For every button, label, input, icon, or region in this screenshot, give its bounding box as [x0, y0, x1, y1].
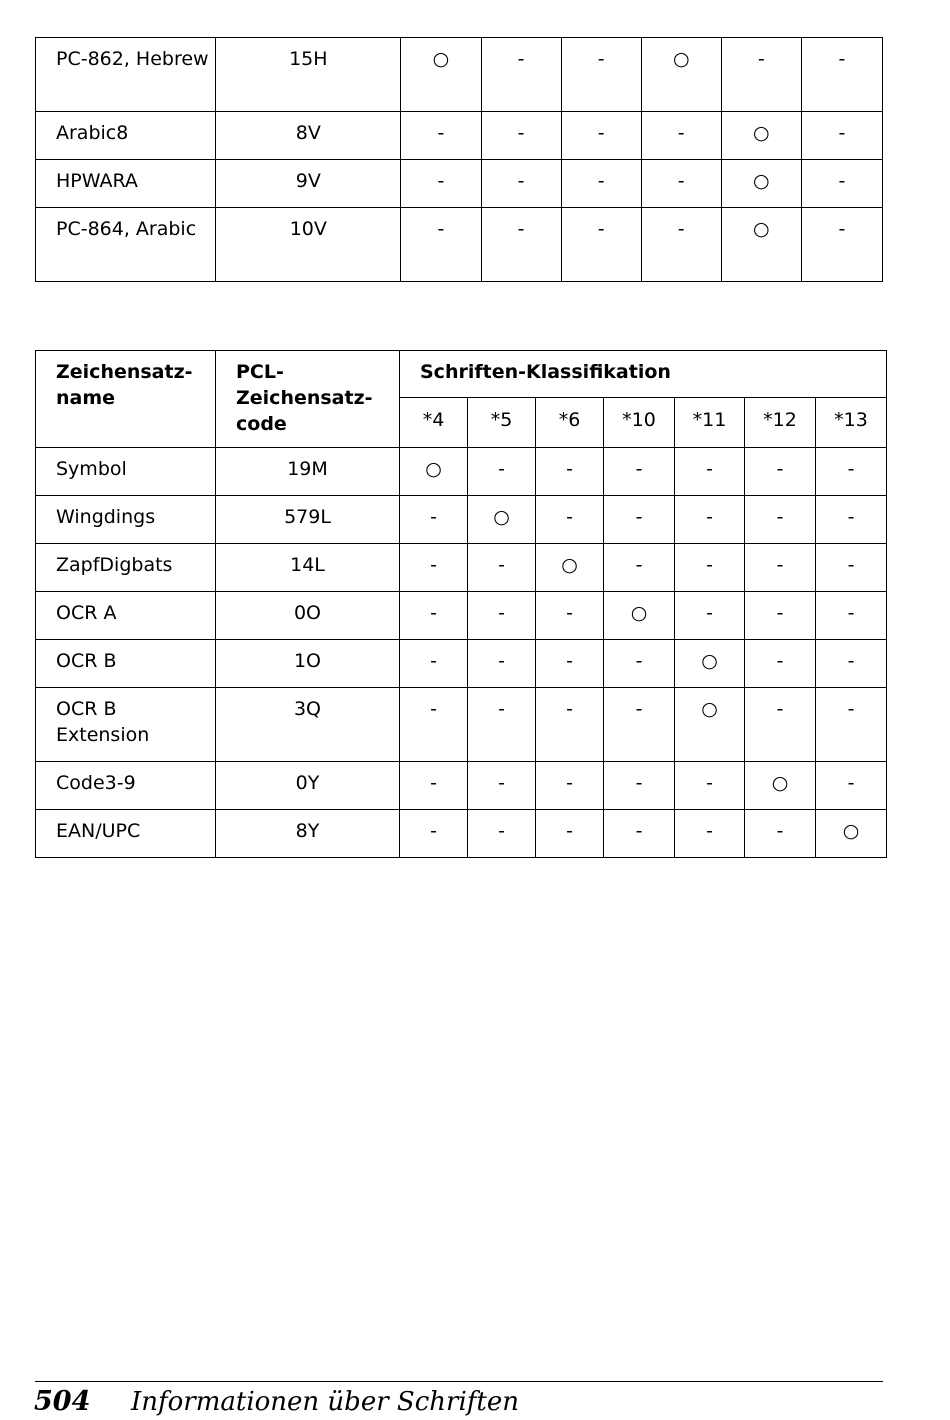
mark-cell: ○ — [745, 762, 816, 810]
mark-cell: - — [675, 762, 745, 810]
mark-cell: - — [536, 762, 604, 810]
mark-cell: ○ — [721, 112, 801, 160]
mark-cell: ○ — [468, 496, 536, 544]
column-header: *5 — [468, 398, 536, 448]
charset-name: PC-862, Hebrew — [36, 38, 216, 112]
mark-cell: - — [481, 208, 561, 282]
mark-cell: ○ — [816, 810, 887, 858]
charset-name: ZapfDigbats — [36, 544, 216, 592]
mark-cell: - — [745, 592, 816, 640]
charset-code: 8Y — [216, 810, 400, 858]
charset-code: 8V — [216, 112, 401, 160]
column-header: *12 — [745, 398, 816, 448]
table-row — [36, 762, 887, 810]
mark-cell: - — [816, 448, 887, 496]
charset-name: Arabic8 — [36, 112, 216, 160]
mark-cell: - — [816, 496, 887, 544]
charset-code: 10V — [216, 208, 401, 282]
charset-name: Wingdings — [36, 496, 216, 544]
table-row — [36, 448, 887, 496]
mark-cell: - — [400, 762, 468, 810]
mark-cell: - — [468, 592, 536, 640]
mark-cell: - — [604, 496, 675, 544]
charset-name: PC-864, Arabic — [36, 208, 216, 282]
mark-cell: - — [801, 112, 882, 160]
mark-cell: - — [801, 38, 882, 112]
mark-cell: - — [561, 160, 641, 208]
mark-cell: - — [401, 112, 481, 160]
table-row — [36, 160, 883, 208]
mark-cell: - — [401, 208, 481, 282]
charset-name: HPWARA — [36, 160, 216, 208]
header-pcl-code: PCL-Zeichensatz-code — [216, 351, 400, 448]
mark-cell: - — [468, 448, 536, 496]
mark-cell: - — [604, 810, 675, 858]
table-row — [36, 592, 887, 640]
charset-name: OCR B Extension — [36, 688, 216, 762]
mark-cell: - — [400, 496, 468, 544]
mark-cell: - — [816, 592, 887, 640]
mark-cell: - — [468, 640, 536, 688]
mark-cell: - — [468, 762, 536, 810]
mark-cell: - — [536, 640, 604, 688]
charset-name: Code3-9 — [36, 762, 216, 810]
mark-cell: ○ — [675, 688, 745, 762]
mark-cell: - — [816, 544, 887, 592]
mark-cell: - — [801, 208, 882, 282]
mark-cell: - — [641, 208, 721, 282]
column-header: *6 — [536, 398, 604, 448]
mark-cell: ○ — [721, 160, 801, 208]
mark-cell: - — [604, 448, 675, 496]
mark-cell: ○ — [641, 38, 721, 112]
mark-cell: ○ — [401, 38, 481, 112]
table-row — [36, 38, 883, 112]
charset-code: 1O — [216, 640, 400, 688]
mark-cell: - — [400, 544, 468, 592]
table-row — [36, 640, 887, 688]
mark-cell: - — [400, 688, 468, 762]
charset-name: Symbol — [36, 448, 216, 496]
mark-cell: - — [468, 688, 536, 762]
charset-code: 0O — [216, 592, 400, 640]
mark-cell: - — [801, 160, 882, 208]
mark-cell: ○ — [604, 592, 675, 640]
mark-cell: - — [536, 810, 604, 858]
mark-cell: - — [675, 496, 745, 544]
table-row — [36, 688, 887, 762]
table-row — [36, 112, 883, 160]
mark-cell: - — [536, 496, 604, 544]
mark-cell: - — [481, 112, 561, 160]
table-header-row — [36, 351, 887, 398]
charset-code: 14L — [216, 544, 400, 592]
character-set-table-continued — [35, 37, 883, 282]
mark-cell: - — [675, 448, 745, 496]
mark-cell: - — [536, 592, 604, 640]
mark-cell: - — [536, 448, 604, 496]
mark-cell: - — [641, 112, 721, 160]
table-row — [36, 810, 887, 858]
mark-cell: - — [468, 810, 536, 858]
mark-cell: - — [721, 38, 801, 112]
mark-cell: - — [816, 688, 887, 762]
mark-cell: - — [468, 544, 536, 592]
mark-cell: - — [604, 688, 675, 762]
table-row — [36, 544, 887, 592]
charset-name: EAN/UPC — [36, 810, 216, 858]
mark-cell: - — [481, 160, 561, 208]
mark-cell: - — [745, 496, 816, 544]
mark-cell: - — [561, 208, 641, 282]
charset-code: 9V — [216, 160, 401, 208]
running-title: Informationen über Schriften — [131, 1387, 519, 1417]
mark-cell: - — [816, 640, 887, 688]
mark-cell: - — [561, 38, 641, 112]
mark-cell: ○ — [721, 208, 801, 282]
mark-cell: - — [745, 810, 816, 858]
mark-cell: ○ — [536, 544, 604, 592]
mark-cell: - — [675, 544, 745, 592]
mark-cell: - — [400, 640, 468, 688]
mark-cell: ○ — [675, 640, 745, 688]
mark-cell: - — [816, 762, 887, 810]
mark-cell: - — [745, 640, 816, 688]
mark-cell: - — [641, 160, 721, 208]
mark-cell: ○ — [400, 448, 468, 496]
column-header: *13 — [816, 398, 887, 448]
column-header: *4 — [400, 398, 468, 448]
footer-divider — [35, 1381, 883, 1382]
charset-code: 15H — [216, 38, 401, 112]
table-row — [36, 208, 883, 282]
charset-code: 3Q — [216, 688, 400, 762]
charset-code: 0Y — [216, 762, 400, 810]
mark-cell: - — [561, 112, 641, 160]
header-font-classification: Schriften-Klassifikation — [400, 351, 887, 398]
mark-cell: - — [400, 810, 468, 858]
charset-code: 19M — [216, 448, 400, 496]
page-number: 504 — [34, 1386, 91, 1417]
mark-cell: - — [675, 810, 745, 858]
header-charset-name: Zeichensatz-name — [36, 351, 216, 448]
character-set-classification-table — [35, 350, 887, 858]
mark-cell: - — [745, 688, 816, 762]
mark-cell: - — [401, 160, 481, 208]
mark-cell: - — [604, 640, 675, 688]
column-header: *11 — [675, 398, 745, 448]
mark-cell: - — [481, 38, 561, 112]
charset-name: OCR B — [36, 640, 216, 688]
column-header: *10 — [604, 398, 675, 448]
mark-cell: - — [745, 544, 816, 592]
charset-name: OCR A — [36, 592, 216, 640]
mark-cell: - — [745, 448, 816, 496]
mark-cell: - — [604, 762, 675, 810]
mark-cell: - — [604, 544, 675, 592]
charset-code: 579L — [216, 496, 400, 544]
table-row — [36, 496, 887, 544]
mark-cell: - — [400, 592, 468, 640]
mark-cell: - — [675, 592, 745, 640]
mark-cell: - — [536, 688, 604, 762]
